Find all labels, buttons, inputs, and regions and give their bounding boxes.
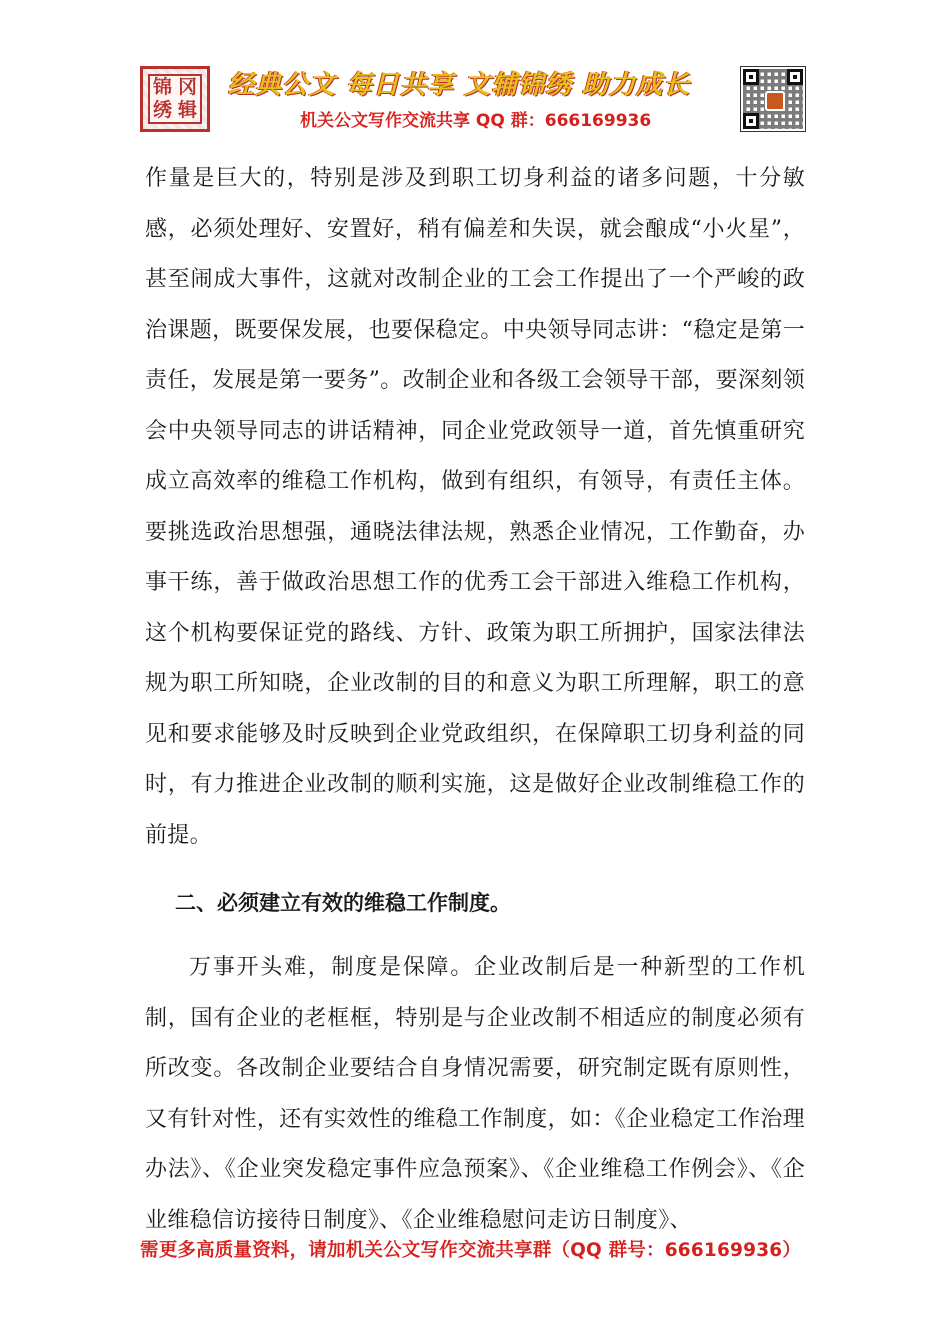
document-body xyxy=(145,154,805,1246)
qr-finder-top-left xyxy=(743,69,759,85)
seal-logo xyxy=(140,66,210,132)
seal-inner xyxy=(148,74,202,124)
section-heading: 二、必须建立有效的维稳工作制度。 xyxy=(175,891,511,915)
body-paragraph: 作量是巨大的，特别是涉及到职工切身利益的诸多问题，十分敏感，必须处理好、安置好，稍有偏差和失误，就会酿成“小火星”，甚至闹成大事件，这就对改制企业的工会工作提出了一个严峻的政治课题，既要保发展，也要保稳定。中央领导同志讲：“稳定是第一责任，发展是第一要务”。改制企业和各级工会领导干部，要深刻领会中央领导同志的讲话精神，同企业党政领导一道，首先慎重研究成立高效率的维稳工作机构，做到有组织，有领导，有责任主体。要挑选政治思想强，通晓法律法规，熟悉企业情况，工作勤奋，办事干练，善于做政治思想工作的优秀工会干部进入维稳工作机构，这个机构要保证党的路线、方针、政策为职工所拥护，国家法律法规为职工所知晓，企业改制的目的和意义为职工所理解，职工的意见和要求能够及时反映到企业党政组织，在保障职工切身利益的同时，有力推进企业改制的顺利实施，这是做好企业改制维稳工作的前提。 xyxy=(145,166,805,848)
header-qq-group: 机关公文写作交流共享 QQ 群：666169936 xyxy=(300,111,652,131)
seal-char: 锦 xyxy=(152,76,172,98)
qr-finder-bottom-left xyxy=(743,113,759,129)
seal-char: 辑 xyxy=(177,99,197,121)
qr-center-logo xyxy=(765,91,785,111)
page-header-banner xyxy=(140,62,810,138)
page-footer-promo: 需更多高质量资料，请加机关公文写作交流共享群（QQ 群号：666169936） xyxy=(140,1240,802,1261)
body-paragraph: 万事开头难，制度是保障。企业改制后是一种新型的工作机制，国有企业的老框框，特别是与企业改制不相适应的制度必须有所改变。各改制企业要结合自身情况需要，研究制定既有原则性，又有针对性，还有实效性的维稳工作制度，如：《企业稳定工作治理办法》、《企业突发稳定事件应急预案》、《企业维稳工作例会》、《企业维稳信访接待日制度》、《企业维稳慰问走访日制度》、 xyxy=(145,955,805,1233)
header-slogan: 经典公文 每日共享 文辅锦绣 助力成长 xyxy=(228,70,691,100)
seal-char: 绣 xyxy=(152,99,172,121)
qr-code-icon xyxy=(740,66,806,132)
seal-char: 冈 xyxy=(177,76,197,98)
qr-finder-top-right xyxy=(787,69,803,85)
